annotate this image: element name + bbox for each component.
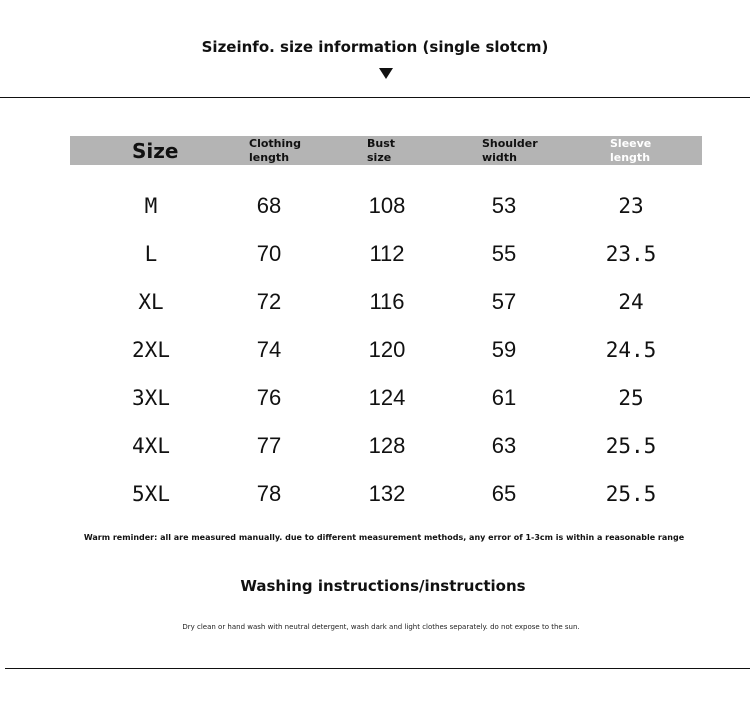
table-row [70, 191, 702, 221]
table-header [70, 136, 702, 165]
column-header-shoulder-width [482, 137, 562, 166]
bust-cell: 124 [368, 385, 406, 410]
size-cell: L [144, 242, 158, 266]
sleeve-cell: 25.5 [605, 482, 657, 506]
table-row [70, 383, 702, 413]
bust-cell: 112 [369, 241, 405, 266]
length-cell: 77 [256, 433, 282, 458]
table-row [70, 287, 702, 317]
shoulder-cell: 59 [491, 337, 517, 362]
washing-text: Dry clean or hand wash with neutral detergent, wash dark and light clothes separately. do not expose to the sun. [182, 623, 580, 631]
column-header-size: Size [132, 139, 179, 163]
size-cell: M [144, 194, 158, 218]
length-cell: 74 [256, 337, 282, 362]
shoulder-cell: 65 [491, 481, 517, 506]
bust-cell: 132 [368, 481, 406, 506]
top-divider [0, 97, 750, 98]
table-row [70, 479, 702, 509]
column-header-clothing-length [249, 137, 329, 166]
size-cell: 4XL [132, 434, 170, 458]
column-header-sleeve-length [610, 137, 690, 166]
sleeve-cell: 25.5 [605, 434, 657, 458]
shoulder-cell: 63 [491, 433, 517, 458]
column-header-line: length [249, 151, 290, 164]
bust-cell: 128 [368, 433, 406, 458]
column-header-line: Bust [367, 137, 396, 150]
bottom-divider [5, 668, 750, 669]
column-header-bust-size [367, 137, 447, 166]
column-header-line: size [367, 151, 392, 164]
bust-cell: 116 [369, 289, 405, 314]
length-cell: 70 [256, 241, 282, 266]
column-header-line: Clothing [249, 137, 301, 150]
shoulder-cell: 55 [491, 241, 517, 266]
table-row [70, 335, 702, 365]
size-cell: 3XL [132, 386, 170, 410]
column-header-line: length [610, 151, 651, 164]
sleeve-cell: 23 [618, 194, 644, 218]
washing-title: Washing instructions/instructions [240, 577, 526, 595]
sleeve-cell: 23.5 [605, 242, 657, 266]
length-cell: 76 [256, 385, 282, 410]
sleeve-cell: 24.5 [605, 338, 657, 362]
size-cell: 2XL [132, 338, 170, 362]
table-row [70, 239, 702, 269]
bust-cell: 108 [368, 193, 406, 218]
size-table [70, 136, 702, 506]
table-row [70, 431, 702, 461]
column-header-line: Shoulder [482, 137, 538, 150]
shoulder-cell: 61 [491, 385, 517, 410]
shoulder-cell: 57 [491, 289, 517, 314]
size-cell: 5XL [132, 482, 170, 506]
column-header-line: width [482, 151, 517, 164]
page-title: Sizeinfo. size information (single slotcm) [201, 38, 549, 56]
length-cell: 78 [256, 481, 282, 506]
size-cell: XL [138, 290, 164, 314]
measurement-reminder: Warm reminder: all are measured manually. due to different measurement methods, any error of 1-3cm is within a reasonable range [83, 533, 685, 542]
shoulder-cell: 53 [491, 193, 517, 218]
length-cell: 68 [256, 193, 282, 218]
column-header-line: Sleeve [610, 137, 652, 150]
triangle-down-icon [379, 68, 393, 79]
bust-cell: 120 [368, 337, 406, 362]
sleeve-cell: 25 [618, 386, 644, 410]
length-cell: 72 [256, 289, 282, 314]
sleeve-cell: 24 [618, 290, 644, 314]
